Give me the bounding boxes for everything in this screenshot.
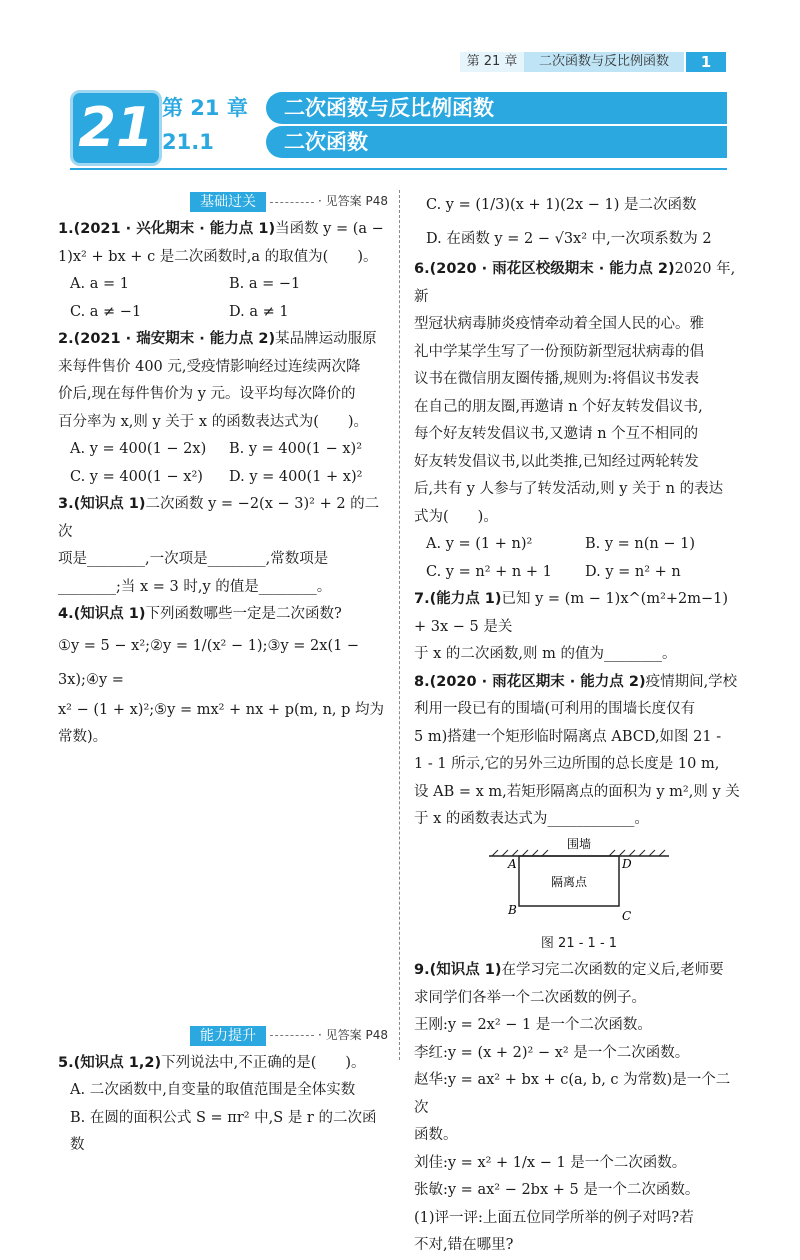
section-title: 二次函数 [266,126,727,158]
option: C. y = (1/3)(x + 1)(2x − 1) 是二次函数 [426,197,697,213]
section-rule [270,1035,314,1036]
question-tag: (知识点 1) [73,606,146,622]
header-chapter: 第 21 章 [460,52,524,72]
question-number: 5. [58,1054,74,1071]
question-text: 在自己的朋友圈,再邀请 n 个好友转发倡议书, [414,398,703,415]
option: A. y = (1 + n)² [426,536,533,552]
vertex-a: A [508,856,517,871]
option: B. y = n(n − 1) [585,536,696,552]
question-text: 于 x 的二次函数,则 m 的值为________。 [414,646,677,662]
question-text: 李红:y = (x + 2)² − x² 是一个二次函数。 [414,1044,690,1061]
section-advanced-header [58,1022,388,1050]
vertex-d: D [622,856,632,871]
question-8 [414,669,744,958]
left-column [58,188,388,1160]
question-text: 议书在微信朋友圈传播,规则为:将倡议书发表 [414,371,699,387]
options [414,531,744,586]
question-text: 2020 年,新 [414,261,736,305]
vertex-c: C [622,908,632,923]
question-text: 下列函数哪些一定是二次函数? [145,606,342,622]
figure-21-1-1 [414,834,744,930]
option: A. a = 1 [70,276,129,292]
question-text: 每个好友转发倡议书,又邀请 n 个互不相同的 [414,426,699,442]
question-tag: (2020 · 雨花区期末 · 能力点 2) [429,673,646,690]
option: D. a ≠ 1 [229,303,289,320]
question-text: 价后,现在每件售价为 y 元。设平均每次降价的 [58,386,356,402]
section-rule [270,202,314,203]
question-6 [414,256,744,586]
question-text: 当函数 y = (a − [275,221,384,237]
question-text: 函数。 [414,1127,458,1143]
question-tag: (2021 · 瑞安期末 · 能力点 2) [73,331,276,347]
question-tag: (2020 · 雨花区校级期末 · 能力点 2) [429,261,675,277]
banner-divider [70,168,727,170]
question-text: 二次函数 y = −2(x − 3)² + 2 的二次 [58,496,380,540]
question-number: 6. [414,261,430,277]
column-divider [399,190,400,1060]
option: C. y = 400(1 − x²) [70,468,203,485]
option: B. a = −1 [229,276,301,292]
question-text: 已知 y = (m − 1)x^(m²+2m−1) + 3x − 5 是关 [414,591,729,635]
question-5 [58,1050,388,1160]
question-tag: (2021 · 兴化期末 · 能力点 1) [73,221,276,237]
question-text: 某品牌运动服原 [275,331,377,347]
question-text: 利用一段已有的围墙(可利用的围墙长度仅有 [414,701,696,717]
chapter-badge: 21 [70,90,162,166]
question-text: 式为( )。 [414,508,498,525]
options [58,436,388,491]
question-text: (1)评一评:上面五位同学所举的例子对吗?若 [414,1209,694,1226]
isolation-diagram [414,834,744,930]
header-title: 二次函数与反比例函数 [524,52,684,72]
options [58,271,388,326]
question-tag: (知识点 1,2) [73,1054,162,1071]
question-text: x² − (1 + x)²;⑤y = mx² + nx + p(m, n, p 均为 [58,701,385,718]
answer-ref: · 见答案 P48 [318,1027,388,1042]
question-text: 百分率为 x,则 y 关于 x 的函数表达式为( )。 [58,413,369,430]
question-text: 张敏:y = ax² − 2bx + 5 是一个二次函数。 [414,1182,700,1198]
question-text: 于 x 的函数表达式为____________。 [414,811,649,827]
question-3 [58,491,388,601]
vertex-b: B [508,902,517,917]
question-2 [58,326,388,491]
question-tag: (知识点 1) [73,496,146,512]
question-text: 5 m)搭建一个矩形临时隔离点 ABCD,如图 21 - [414,728,722,745]
figure-caption: 图 21 - 1 - 1 [540,935,618,951]
page-number: 1 [686,52,726,72]
question-number: 7. [414,591,430,607]
question-number: 9. [414,962,430,978]
option: C. y = n² + n + 1 [426,563,552,580]
question-text: 在学习完二次函数的定义后,老师要 [501,962,724,978]
wall-label: 围墙 [566,836,592,851]
question-text: ①y = 5 − x²;②y = 1/(x² − 1);③y = 2x(1 − 3x);④y = [58,637,360,688]
question-text: 疫情期间,学校 [645,673,738,690]
question-text: 不对,错在哪里? [414,1237,514,1253]
question-text: 刘佳:y = x² + 1/x − 1 是一个二次函数。 [414,1154,687,1171]
option: D. 在函数 y = 2 − √3x² 中,一次项系数为 2 [426,231,712,247]
chapter-title: 二次函数与反比例函数 [266,92,727,124]
option: A. y = 400(1 − 2x) [70,441,207,457]
question-text: 后,共有 y 人参与了转发活动,则 y 关于 n 的表达 [414,481,724,497]
blank-answer-space [58,752,388,1022]
option: A. 二次函数中,自变量的取值范围是全体实数 [70,1082,356,1098]
question-number: 3. [58,496,74,512]
section-basic-header [58,188,388,216]
question-text: 礼中学某学生写了一份预防新型冠状病毒的倡 [414,343,704,360]
question-tag: (知识点 1) [429,962,502,978]
question-text: 常数)。 [58,729,108,745]
option: B. 在圆的面积公式 S = πr² 中,S 是 r 的二次函数 [70,1109,377,1153]
question-text: 下列说法中,不正确的是( )。 [161,1054,366,1071]
question-number: 4. [58,606,74,622]
question-number: 8. [414,673,430,690]
option: D. y = n² + n [585,563,681,580]
question-text: 王刚:y = 2x² − 1 是一个二次函数。 [414,1017,652,1033]
question-9 [414,957,744,1260]
question-7 [414,586,744,669]
option: D. y = 400(1 + x)² [229,468,363,485]
option: B. y = 400(1 − x)² [229,441,363,457]
question-text: 项是________,一次项是________,常数项是 [58,551,329,567]
room-label: 隔离点 [550,874,588,889]
question-text: ________;当 x = 3 时,y 的值是________。 [58,578,332,595]
question-text: 好友转发倡议书,以此类推,已知经过两轮转发 [414,453,699,470]
question-1 [58,216,388,326]
question-text: 赵华:y = ax² + bx + c(a, b, c 为常数)是一个二次 [414,1072,731,1116]
answer-ref: · 见答案 P48 [318,194,388,209]
question-text: 1)x² + bx + c 是二次函数时,a 的取值为( )。 [58,248,378,265]
chapter-label: 第 21 章 [162,96,248,120]
right-column [414,188,744,1260]
option: C. a ≠ −1 [70,303,142,320]
question-text: 1 - 1 所示,它的另外三边所围的总长度是 10 m, [414,756,720,772]
question-text: 型冠状病毒肺炎疫情牵动着全国人民的心。雅 [414,316,704,332]
section-basic-label: 基础过关 [190,192,266,212]
question-4 [58,601,388,752]
section-advanced-label: 能力提升 [190,1026,266,1046]
question-number: 1. [58,221,74,237]
question-text: 设 AB = x m,若矩形隔离点的面积为 y m²,则 y 关 [414,783,740,800]
chapter-banner [162,92,727,158]
question-tag: (能力点 1) [429,591,502,607]
question-text: 求同学们各举一个二次函数的例子。 [414,989,646,1006]
section-label: 21.1 [162,130,214,154]
question-number: 2. [58,331,74,347]
question-text: 来每件售价 400 元,受疫情影响经过连续两次降 [58,358,361,375]
